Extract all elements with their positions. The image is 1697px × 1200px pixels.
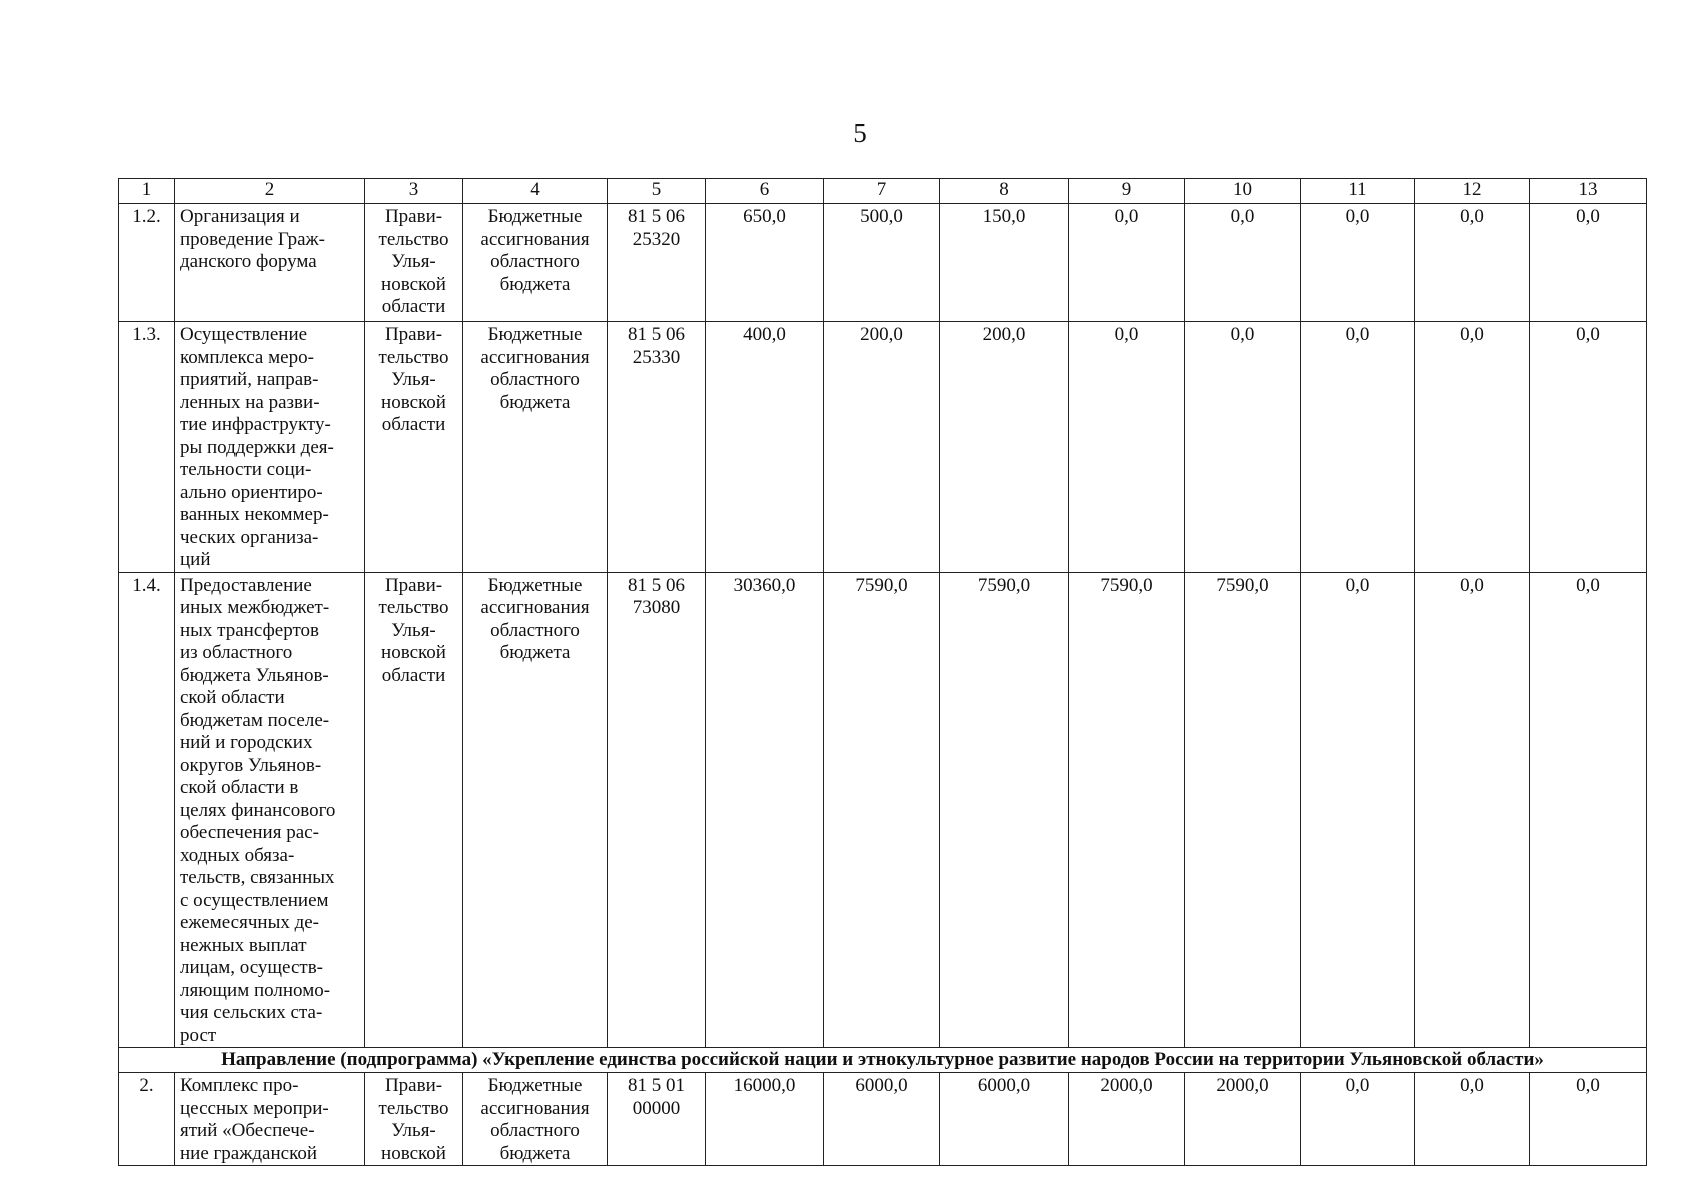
amount-total: 30360,0 xyxy=(706,572,824,1048)
amount-year: 0,0 xyxy=(1530,322,1647,573)
page-number: 5 xyxy=(853,118,867,148)
amount-year: 7590,0 xyxy=(1185,572,1301,1048)
amount-year: 200,0 xyxy=(940,322,1069,573)
row-number: 1.4. xyxy=(119,572,175,1048)
row-number: 2. xyxy=(119,1073,175,1166)
budget-code: 81 5 06 25320 xyxy=(608,204,706,322)
executor: Прави- тельство Улья- новской области xyxy=(365,322,463,573)
budget-code: 81 5 06 25330 xyxy=(608,322,706,573)
column-header: 7 xyxy=(824,179,940,204)
funding-source: Бюджетные ассигнования областного бюджета xyxy=(463,322,608,573)
amount-year: 0,0 xyxy=(1069,322,1185,573)
executor: Прави- тельство Улья- новской области xyxy=(365,204,463,322)
activity-name: Комплекс про- цессных меропри- ятий «Обеспече- ние гражданской xyxy=(175,1073,365,1166)
amount-year: 7590,0 xyxy=(940,572,1069,1048)
amount-total: 400,0 xyxy=(706,322,824,573)
funding-source: Бюджетные ассигнования областного бюджета xyxy=(463,204,608,322)
amount-year: 0,0 xyxy=(1530,1073,1647,1166)
budget-code: 81 5 01 00000 xyxy=(608,1073,706,1166)
column-header: 1 xyxy=(119,179,175,204)
amount-year: 6000,0 xyxy=(940,1073,1069,1166)
amount-year: 7590,0 xyxy=(824,572,940,1048)
amount-total: 650,0 xyxy=(706,204,824,322)
amount-year: 0,0 xyxy=(1301,322,1415,573)
amount-year: 0,0 xyxy=(1415,1073,1530,1166)
column-header: 11 xyxy=(1301,179,1415,204)
activity-name: Предоставление иных межбюджет- ных трансфертов из областного бюджета Ульянов- ской области бюджетам поселе- ний и городских округов Ульянов- ской области в целях финансового обеспечения рас- ходных обяза- тельств, связанных с осуществлением ежемесячных де- нежных выплат лицам, осуществ- ляющим полномо- чия сельских ста- рост xyxy=(175,572,365,1048)
table-row xyxy=(119,204,1647,322)
column-header: 13 xyxy=(1530,179,1647,204)
executor: Прави- тельство Улья- новской области xyxy=(365,572,463,1048)
section-heading-row xyxy=(119,1048,1647,1073)
activity-name: Осуществление комплекса меро- приятий, направ- ленных на разви- тие инфраструкту- ры поддержки дея- тельности соци- ально ориентиро- ванных некоммер- ческих организа- ций xyxy=(175,322,365,573)
amount-year: 7590,0 xyxy=(1069,572,1185,1048)
amount-year: 0,0 xyxy=(1301,572,1415,1048)
column-header: 8 xyxy=(940,179,1069,204)
funding-source: Бюджетные ассигнования областного бюджета xyxy=(463,572,608,1048)
amount-year: 0,0 xyxy=(1185,322,1301,573)
amount-year: 0,0 xyxy=(1069,204,1185,322)
budget-code: 81 5 06 73080 xyxy=(608,572,706,1048)
amount-year: 0,0 xyxy=(1530,204,1647,322)
amount-year: 6000,0 xyxy=(824,1073,940,1166)
amount-year: 0,0 xyxy=(1415,322,1530,573)
amount-year: 0,0 xyxy=(1415,204,1530,322)
funding-source: Бюджетные ассигнования областного бюджета xyxy=(463,1073,608,1166)
amount-year: 2000,0 xyxy=(1185,1073,1301,1166)
budget-table xyxy=(118,178,1647,1166)
column-header: 5 xyxy=(608,179,706,204)
column-header: 9 xyxy=(1069,179,1185,204)
executor: Прави- тельство Улья- новской xyxy=(365,1073,463,1166)
activity-name: Организация и проведение Граж- данского форума xyxy=(175,204,365,322)
row-number: 1.2. xyxy=(119,204,175,322)
column-header: 4 xyxy=(463,179,608,204)
amount-year: 0,0 xyxy=(1530,572,1647,1048)
amount-year: 0,0 xyxy=(1301,204,1415,322)
table-row xyxy=(119,572,1647,1048)
amount-year: 500,0 xyxy=(824,204,940,322)
amount-total: 16000,0 xyxy=(706,1073,824,1166)
column-number-header-row xyxy=(119,179,1647,204)
section-title: Направление (подпрограмма) «Укрепление единства российской нации и этнокультурное развитие народов России на территории Ульяновской области» xyxy=(119,1048,1647,1073)
row-number: 1.3. xyxy=(119,322,175,573)
column-header: 3 xyxy=(365,179,463,204)
amount-year: 150,0 xyxy=(940,204,1069,322)
amount-year: 0,0 xyxy=(1415,572,1530,1048)
amount-year: 2000,0 xyxy=(1069,1073,1185,1166)
table-row xyxy=(119,1073,1647,1166)
column-header: 6 xyxy=(706,179,824,204)
table-row xyxy=(119,322,1647,573)
amount-year: 200,0 xyxy=(824,322,940,573)
amount-year: 0,0 xyxy=(1301,1073,1415,1166)
column-header: 2 xyxy=(175,179,365,204)
amount-year: 0,0 xyxy=(1185,204,1301,322)
column-header: 12 xyxy=(1415,179,1530,204)
column-header: 10 xyxy=(1185,179,1301,204)
